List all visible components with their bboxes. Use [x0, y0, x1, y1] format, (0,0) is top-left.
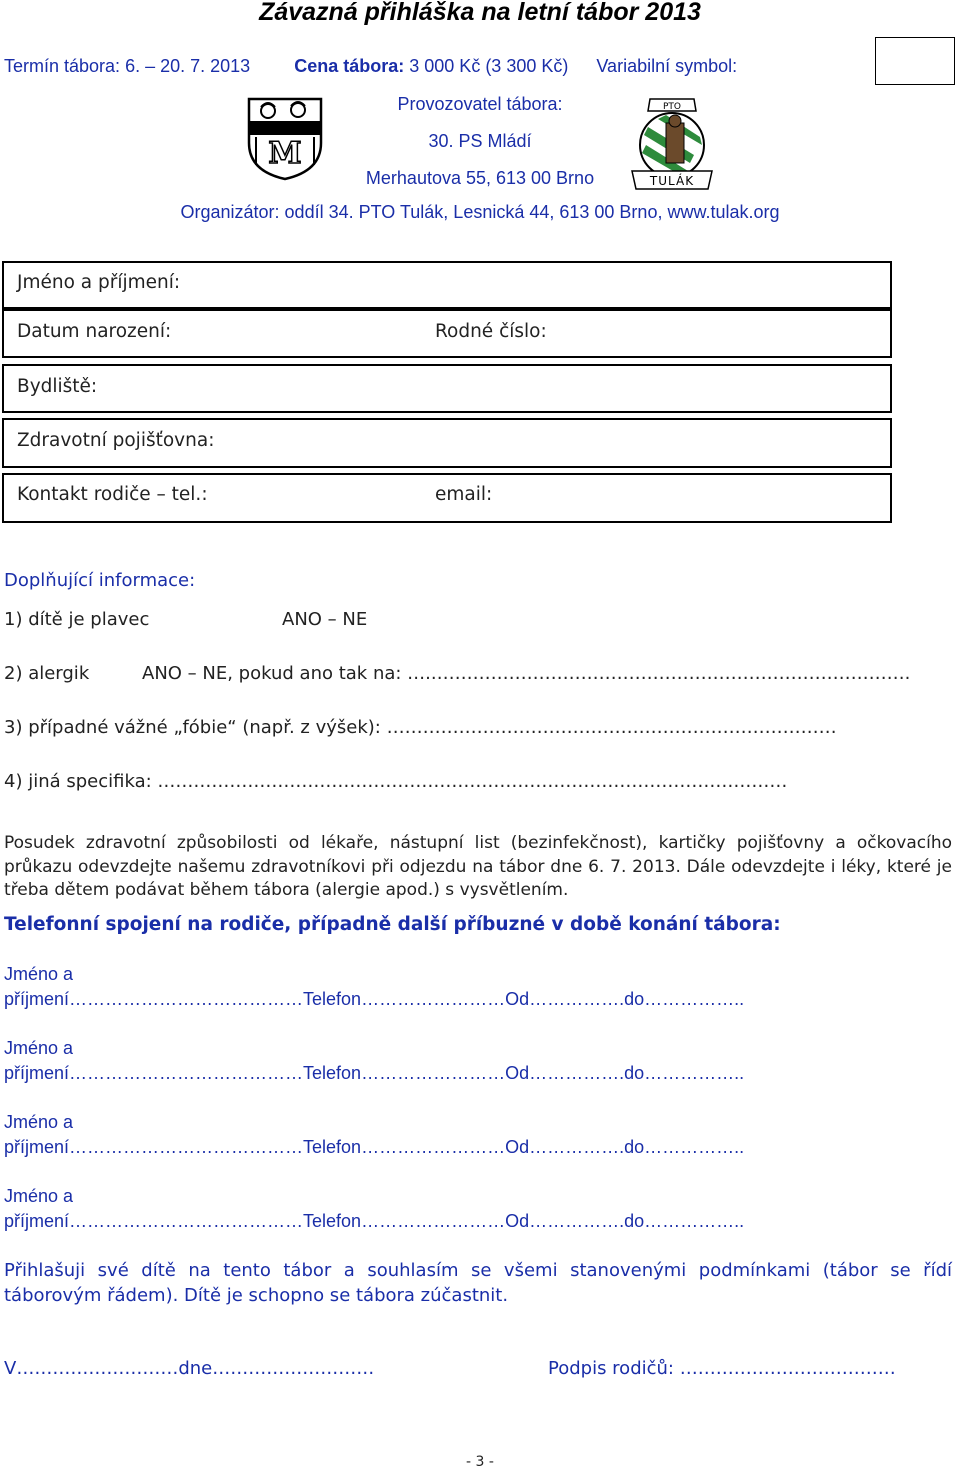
contact-line-1: Jméno a [4, 964, 74, 984]
organizer-value: oddíl 34. PTO Tulák, Lesnická 44, 613 00 Brno, www.tulak.org [284, 202, 780, 222]
logo-tulak-text: TULÁK [649, 174, 695, 188]
organizer-line [0, 202, 960, 223]
email-label: email: [435, 484, 493, 505]
price-value: 3 000 Kč (3 300 Kč) [409, 56, 569, 76]
variable-symbol-box[interactable] [875, 37, 955, 85]
allergy-options[interactable]: ANO – NE, pokud ano tak na: …..……………………………………………………………………. [142, 663, 911, 684]
form-title: Závazná přihláška na letní tábor 2013 [259, 0, 701, 26]
allergy-question: 2) alergik [4, 663, 90, 684]
swimmer-question: 1) dítě je plavec [4, 609, 150, 630]
health-paragraph: Posudek zdravotní způsobilosti od lékaře, nástupní list (bezinfekčnost), kartičky pojišťovny a očkovacího průkazu odevzdejte našemu zdravotníkovi při odjezdu na tábor dne 6. 7. 2013. Dále odevzdejte i léky, které je třeba dětem podávat během tábora (alergie apod.) s vysvětlením. [4, 833, 952, 900]
price-label: Cena tábora: [294, 56, 405, 76]
swimmer-options[interactable]: ANO – NE [282, 609, 368, 630]
contact-line-2: příjmení…………………………………Telefon……………………Od…………….do…………….. [4, 1211, 745, 1231]
camp-info-line [4, 56, 737, 77]
term-value: 6. – 20. 7. 2013 [125, 56, 251, 76]
operator-label: Provozovatel tábora: [397, 94, 563, 114]
additional-info-heading: Doplňující informace: [4, 570, 196, 591]
contact-entry[interactable] [4, 962, 744, 1012]
birth-label: Datum narození: [17, 321, 172, 342]
contact-line-2: příjmení…………………………………Telefon……………………Od…………….do…………….. [4, 989, 745, 1009]
term-label: Termín tábora: [4, 56, 121, 76]
variable-symbol-label: Variabilní symbol: [596, 56, 738, 76]
id-number-label: Rodné číslo: [435, 321, 547, 342]
organizer-label: Organizátor: [180, 202, 280, 222]
insurance-label: Zdravotní pojišťovna: [17, 430, 215, 451]
residence-field[interactable] [2, 364, 892, 413]
contact-line-1: Jméno a [4, 1186, 74, 1206]
contact-entry[interactable] [4, 1110, 744, 1160]
parents-signature-line[interactable]: Podpis rodičů: ……………………………… [548, 1358, 896, 1379]
logo-letter: M [268, 136, 302, 171]
pto-tulak-logo [628, 97, 716, 193]
name-label: Jméno a příjmení: [17, 272, 181, 293]
logo-pto-text: PTO [662, 102, 682, 112]
place-date-line[interactable]: V………………………dne……………………… [4, 1358, 375, 1379]
contact-line-2: příjmení…………………………………Telefon……………………Od…………….do…………….. [4, 1137, 745, 1157]
contact-line-2: příjmení…………………………………Telefon……………………Od…………….do…………….. [4, 1063, 745, 1083]
contact-entry[interactable] [4, 1184, 744, 1234]
operator-address: Merhautova 55, 613 00 Brno [365, 168, 595, 188]
contact-entry[interactable] [4, 1036, 744, 1086]
page-number: - 3 - [466, 1454, 494, 1470]
parent-phone-label: Kontakt rodiče – tel.: [17, 484, 208, 505]
operator-name: 30. PS Mládí [428, 131, 532, 151]
contact-line-1: Jméno a [4, 1112, 74, 1132]
consent-paragraph: Přihlašuji své dítě na tento tábor a souhlasím se všemi stanovenými podmínkami (tábor se řídí táborovým řádem). Dítě je schopno se tábora zúčastnit. [4, 1260, 952, 1306]
contact-line-1: Jméno a [4, 1038, 74, 1058]
phone-contacts-heading: Telefonní spojení na rodiče, případně další příbuzné v době konání tábora: [4, 914, 781, 935]
other-specifics-question[interactable]: 4) jiná specifika: …………………………………………………………………………………………… [4, 771, 788, 792]
phobia-question[interactable]: 3) případné vážné „fóbie“ (např. z výšek): ………………………………………………………………… [4, 717, 837, 738]
residence-label: Bydliště: [17, 376, 98, 397]
